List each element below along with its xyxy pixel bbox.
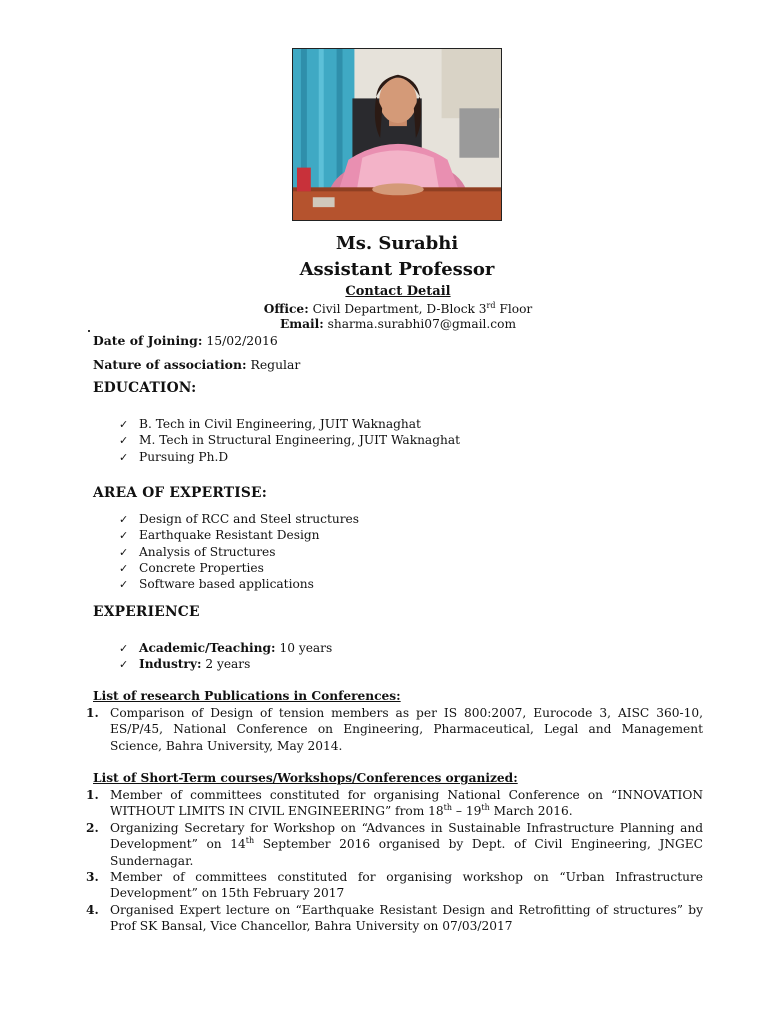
list-item: 2. Organizing Secretary for Workshop on “Advances in Sustainable Infrastructure Planning and Development” on 14th September 2016 organised by Dept. of Civil Engineering, JNGEC Sundernagar. [86, 820, 703, 868]
check-icon: ✓ [119, 578, 129, 592]
check-icon: ✓ [119, 561, 129, 575]
profile-designation: Assistant Professor [299, 259, 495, 280]
experience-heading: EXPERIENCE [93, 604, 200, 620]
list-item: ✓ B. Tech in Civil Engineering, JUIT Waknaghat [119, 416, 460, 432]
check-icon: ✓ [119, 529, 129, 543]
list-item: ✓ Earthquake Resistant Design [119, 527, 359, 543]
email-value[interactable]: sharma.surabhi07@gmail.com [327, 317, 517, 331]
stray-dot [88, 330, 90, 332]
email-label: Email: [279, 317, 324, 331]
check-icon: ✓ [119, 642, 129, 655]
list-item: ✓ Concrete Properties [119, 560, 359, 576]
list-item: 1. Member of committees constituted for organising National Conference on “INNOVATION WITHOUT LIMITS IN CIVIL ENGINEERING” from 18th – 19th March 2016. [86, 788, 703, 819]
check-icon: ✓ [119, 434, 129, 448]
profile-name: Ms. Surabhi [335, 233, 459, 254]
education-heading: EDUCATION: [93, 380, 197, 396]
list-item: ✓ Academic/Teaching: 10 years [119, 640, 332, 656]
list-item: 4. Organised Expert lecture on “Earthquake Resistant Design and Retrofitting of structures” by Prof SK Bansal, Vice Chancellor, Bahra University on 07/03/2017 [86, 902, 703, 934]
expertise-heading: AREA OF EXPERTISE: [93, 485, 268, 501]
experience-list [119, 640, 332, 673]
expertise-list [119, 511, 359, 592]
list-item: ✓ Pursuing Ph.D [119, 449, 460, 465]
profile-photo [292, 48, 502, 221]
list-item: ✓ Industry: 2 years [119, 656, 332, 672]
check-icon: ✓ [119, 513, 129, 526]
email-line [0, 317, 768, 331]
contact-heading: Contact Detail [345, 284, 451, 299]
check-icon: ✓ [119, 418, 129, 431]
office-line [0, 302, 768, 316]
publications-heading: List of research Publications in Conferences: [93, 689, 401, 703]
check-icon: ✓ [119, 545, 129, 559]
joining-date: Date of Joining: 15/02/2016 [93, 333, 278, 348]
publications-list [86, 705, 703, 754]
list-item: 1. Comparison of Design of tension members as per IS 800:2007, Eurocode 3, AISC 360-10, ES/P/45, National Conference on Engineering, Pharmaceutical, Legal and Management Science, Bahra University, May 2014. [86, 706, 703, 753]
office-label: Office: [263, 302, 309, 316]
office-value: Civil Department, D-Block 3rd Floor [312, 300, 533, 316]
association-nature: Nature of association: Regular [93, 357, 301, 372]
check-icon: ✓ [119, 450, 129, 464]
list-item: ✓ Analysis of Structures [119, 544, 359, 560]
check-icon: ✓ [119, 658, 129, 672]
list-item: ✓ M. Tech in Structural Engineering, JUIT Waknaghat [119, 432, 460, 448]
list-item: ✓ Software based applications [119, 576, 359, 592]
education-list [119, 416, 460, 465]
courses-heading: List of Short-Term courses/Workshops/Conferences organized: [93, 771, 518, 785]
list-item: 3. Member of committees constituted for organising workshop on “Urban Infrastructure Development” on 15th February 2017 [86, 870, 703, 901]
courses-list [86, 787, 703, 935]
list-item: ✓ Design of RCC and Steel structures [119, 511, 359, 527]
